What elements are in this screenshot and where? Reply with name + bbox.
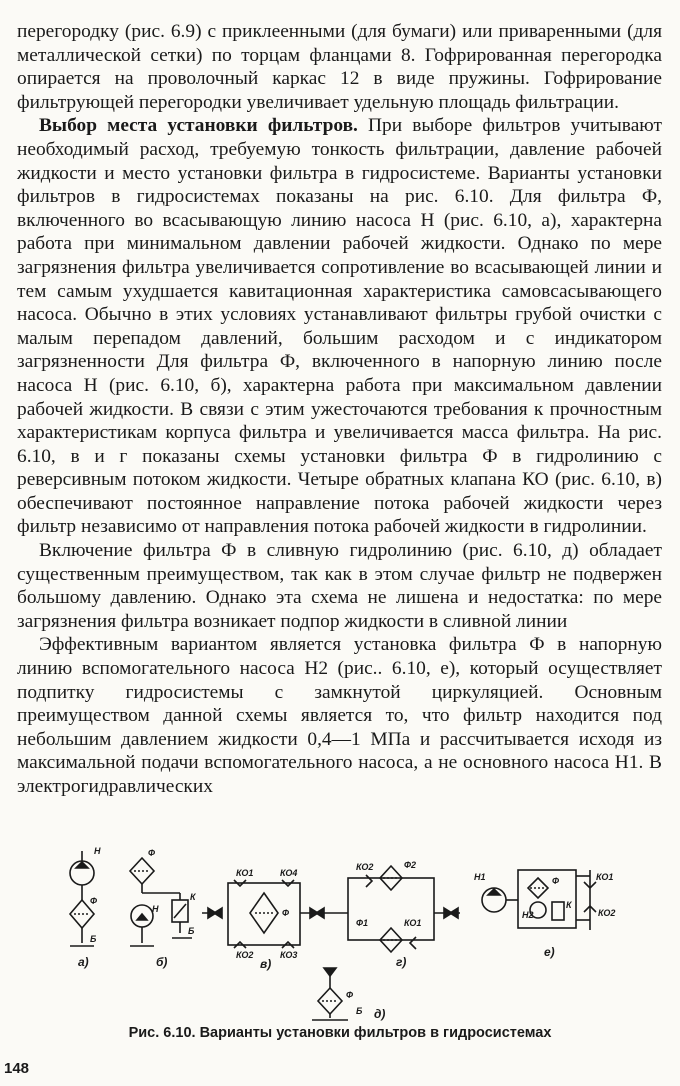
label-b-b: Б (188, 926, 195, 936)
filter-schemes-diagram (60, 838, 640, 1023)
label-e-h1: Н1 (474, 872, 486, 882)
label-e-ko1: КО1 (596, 872, 614, 882)
label-v-f: Ф (282, 908, 290, 918)
label-d-f: Ф (346, 990, 354, 1000)
label-e-ko2: КО2 (598, 908, 616, 918)
section-heading: Выбор места установки фильтров. (39, 115, 358, 137)
paragraph-1: перегородку (рис. 6.9) с приклеенными (для бумаги) или приваренными (для металлической сетки) по торцам фланцами 8. Гофрированная перегородка опирается на проволочный каркас 12 в виде пружины. Гофрирование фильтрующей перегородки увеличивает удельную площадь фильтрации. (17, 21, 662, 113)
label-v-ko4: КО4 (280, 868, 298, 878)
label-g-ko1: КО1 (404, 918, 422, 928)
label-v-sub: в) (260, 957, 272, 971)
label-a-b: Б (90, 934, 97, 944)
label-d-sub: д) (374, 1007, 386, 1021)
label-v-ko2: КО2 (236, 950, 254, 960)
label-a-sub: а) (78, 955, 89, 969)
figure-caption: Рис. 6.10. Варианты установки фильтров в гидросистемах (128, 1025, 552, 1041)
label-b-k: К (190, 892, 196, 902)
label-e-h2: Н2 (522, 910, 534, 920)
label-d-b: Б (356, 1006, 363, 1016)
scheme-d (312, 968, 348, 1020)
label-a-f: Ф (90, 896, 98, 906)
label-b-sub: б) (156, 955, 168, 969)
scheme-v (202, 880, 324, 948)
label-g-sub: г) (396, 955, 407, 969)
label-v-ko1: КО1 (236, 868, 254, 878)
label-v-ko3: КО3 (280, 950, 298, 960)
scheme-e (482, 870, 596, 930)
paragraph-2: Выбор места установки фильтров. При выборе фильтров учитывают необходимый расход, требуемую тонкость фильтрации, давление рабочей жидкости и место установки фильтра в гидросистеме. Варианты установки фильтров в гидросистемах показаны на рис. 6.10. Для фильтра Ф, включенного во всасывающую линию насоса Н (рис. 6.10, а), характерна работа при минимальном давлении рабочей жидкости. Однако по мере загрязнения фильтра увеличивается сопротивление во всасывающей линии и тем самым ухудшается кавитационная характеристика самовсасывающего насоса. Обычно в этих условиях устанавливают фильтры грубой очистки с малым перепадом давлений, большим расходом и с индикатором загрязненности Для фильтра Ф, включенного в напорную линию после насоса Н (рис. 6.10, б), характерна работа при максимальном давлении рабочей жидкости. В связи с этим ужесточаются требования к прочностным характеристикам корпуса фильтра и увеличивается масса фильтра. На рис. 6.10, в и г показаны схемы установки фильтра Ф в гидролинию с реверсивным потоком жидкости. Четыре обратных клапана КО (рис. 6.10, в) обеспечивают постоянное направление потока рабочей жидкости через фильтр независимо от направления потока рабочей жидкости в гидролинии. (17, 115, 662, 538)
label-g-f1: Ф1 (356, 918, 369, 928)
label-b-h: Н (152, 904, 159, 914)
label-e-sub: е) (544, 945, 555, 959)
paragraph-3: Включение фильтра Ф в сливную гидролинию (рис. 6.10, д) обладает существенным преимуществом, так как в этом случае фильтр не подвержен большому давлению. Однако эта схема не лишена и недостатка: по мере загрязнения фильтра возникает подпор жидкости в сливной линии (17, 540, 662, 632)
label-b-f: Ф (148, 848, 156, 858)
paragraph-4: Эффективным вариантом является установка фильтра Ф в напорную линию вспомогательного насоса Н2 (рис.. 6.10, е), который осуществляет подпитку гидросистемы с замкнутой циркуляцией. Основным преимуществом данной схемы является то, что фильтр находится под небольшим давлением жидкости 0,4—1 МПа и рассчитывается исходя из максимальной подачи вспомогательного насоса, а не основного насоса Н1. В электрогидравлических (17, 634, 662, 797)
label-g-ko2: КО2 (356, 862, 374, 872)
label-e-f: Ф (552, 876, 560, 886)
figure-6-10 (60, 838, 640, 1023)
label-g-f2: Ф2 (404, 860, 417, 870)
label-a-h: Н (94, 846, 101, 856)
label-e-k: К (566, 900, 572, 910)
scheme-g (324, 866, 460, 952)
page-number: 148 (4, 1060, 30, 1077)
body-text (17, 20, 662, 799)
scheme-b (130, 858, 192, 946)
